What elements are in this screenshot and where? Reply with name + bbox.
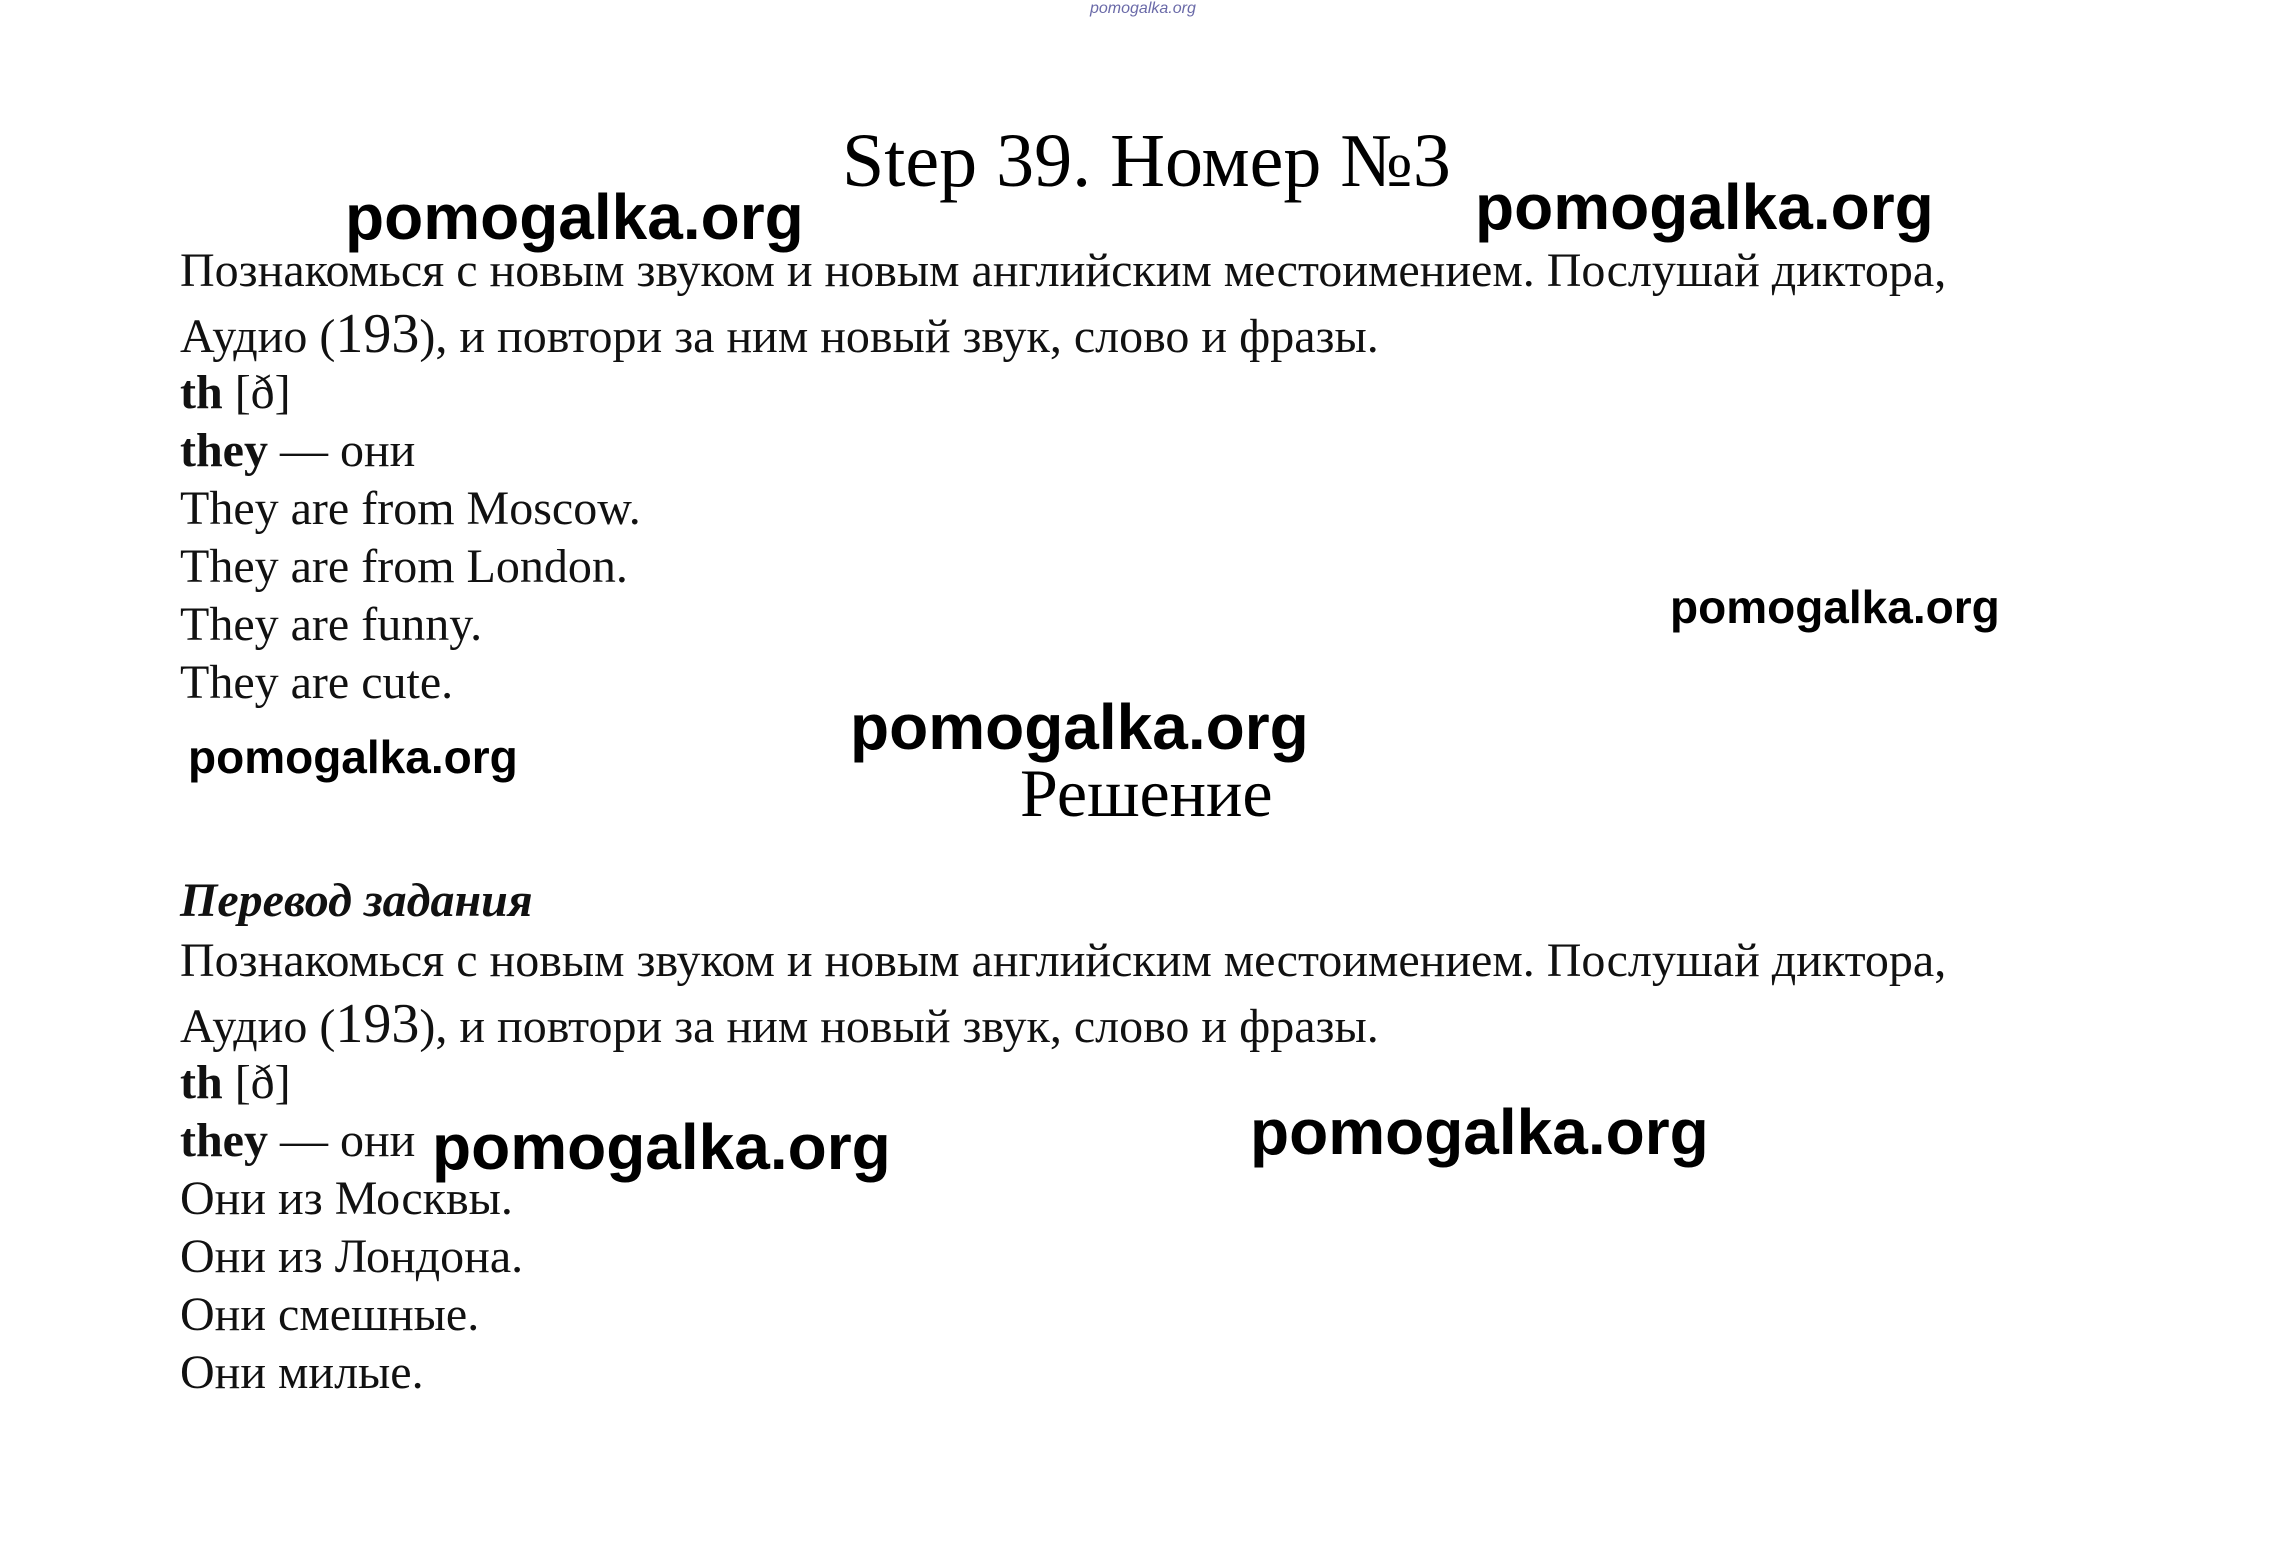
site-mark: pomogalka.org xyxy=(1090,0,1196,17)
watermark: pomogalka.org xyxy=(1670,581,2000,633)
translation-instruction-line1: Познакомься с новым звуком и новым английским местоимением. Послушай диктора, xyxy=(180,934,1947,987)
translation-instruction-line2 xyxy=(180,995,1379,1056)
task-phrase: They are from London. xyxy=(180,540,628,593)
watermark: pomogalka.org xyxy=(432,1111,891,1183)
audio-number: 193 xyxy=(335,993,420,1055)
translation-phrase: Они милые. xyxy=(180,1346,424,1399)
translation-sound-line xyxy=(180,1054,291,1112)
instruction-text-a: Аудио ( xyxy=(180,310,336,363)
translation-heading: Перевод задания xyxy=(180,874,533,927)
sound-ipa: [ð] xyxy=(234,366,291,419)
page-title: Step 39. Номер №3 xyxy=(842,119,1451,203)
word-translation: — они xyxy=(279,424,416,477)
translation-phrase: Они из Москвы. xyxy=(180,1172,513,1225)
task-instruction-line1: Познакомься с новым звуком и новым английским местоимением. Послушай диктора, xyxy=(180,244,1947,297)
sound-ipa: [ð] xyxy=(234,1056,291,1109)
sound-letters: th xyxy=(180,366,223,419)
watermark: pomogalka.org xyxy=(850,691,1309,763)
word-translation: — они xyxy=(279,1114,416,1167)
task-word-line xyxy=(180,422,415,480)
audio-number: 193 xyxy=(335,303,420,365)
translation-word-line xyxy=(180,1112,415,1170)
task-phrase: They are funny. xyxy=(180,598,483,651)
watermark: pomogalka.org xyxy=(188,731,518,783)
new-word: they xyxy=(180,1114,268,1167)
sound-letters: th xyxy=(180,1056,223,1109)
translation-phrase: Они из Лондона. xyxy=(180,1230,524,1283)
task-sound-line xyxy=(180,364,291,422)
new-word: they xyxy=(180,424,268,477)
task-phrase: They are from Moscow. xyxy=(180,482,641,535)
instruction-text-b: ), и повтори за ним новый звук, слово и фразы. xyxy=(419,1000,1379,1053)
instruction-text-b: ), и повтори за ним новый звук, слово и фразы. xyxy=(419,310,1379,363)
instruction-text-a: Аудио ( xyxy=(180,1000,336,1053)
task-phrase: They are cute. xyxy=(180,656,454,709)
watermark: pomogalka.org xyxy=(1475,171,1934,243)
task-instruction-line2 xyxy=(180,305,1379,366)
watermark: pomogalka.org xyxy=(345,181,804,253)
solution-heading: Решение xyxy=(1020,755,1273,831)
watermark: pomogalka.org xyxy=(1250,1096,1709,1168)
translation-phrase: Они смешные. xyxy=(180,1288,480,1341)
